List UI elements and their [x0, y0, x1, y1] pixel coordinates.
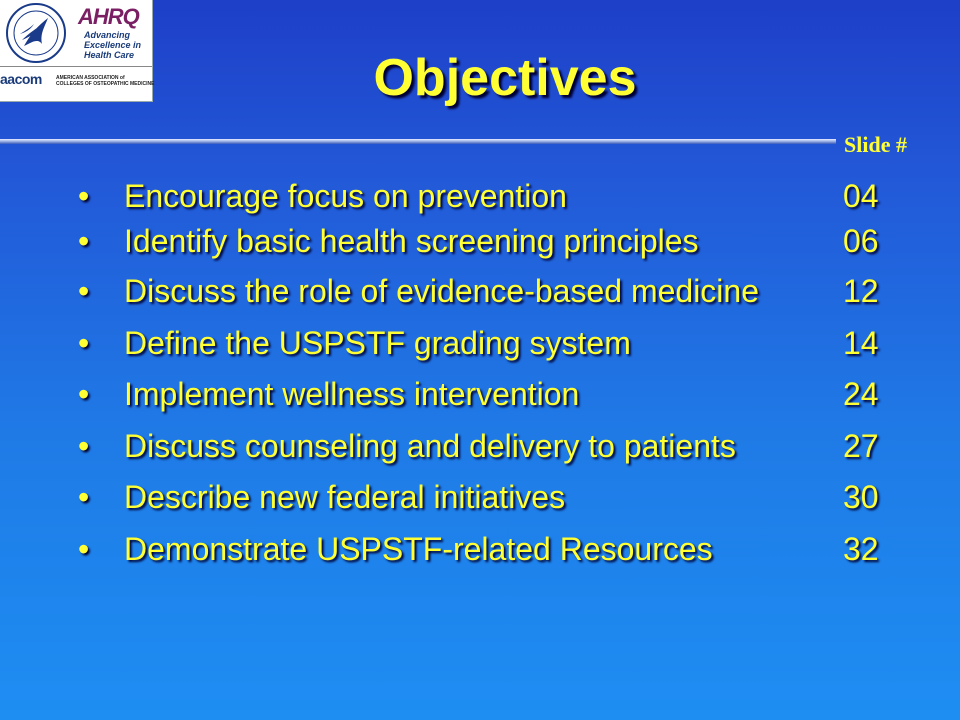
objective-text: Discuss counseling and delivery to patients — [124, 428, 736, 464]
objective-text: Implement wellness intervention — [124, 376, 580, 412]
ahrq-tagline-line: Health Care — [84, 50, 135, 60]
objective-item — [0, 479, 960, 523]
objective-text: Demonstrate USPSTF-related Resources — [124, 531, 713, 567]
bullet-icon: • — [78, 376, 90, 412]
ahrq-tagline-line: Excellence in — [84, 40, 142, 50]
objective-item — [0, 223, 960, 267]
objective-slide-number: 27 — [843, 428, 879, 464]
aacom-logo-text: aacom — [0, 71, 42, 87]
objective-item — [0, 273, 960, 317]
objective-item — [0, 428, 960, 472]
bullet-icon: • — [78, 325, 90, 361]
objective-text: Discuss the role of evidence-based medicine — [124, 273, 759, 309]
ahrq-logo-text: AHRQ — [78, 4, 139, 29]
objective-text: Encourage focus on prevention — [124, 178, 567, 214]
bullet-icon: • — [78, 479, 90, 515]
objective-slide-number: 30 — [843, 479, 879, 515]
title-divider — [0, 139, 836, 144]
objective-item — [0, 178, 960, 222]
bullet-icon: • — [78, 428, 90, 464]
objective-slide-number: 14 — [843, 325, 879, 361]
aacom-name-line: AMERICAN ASSOCIATION of — [56, 75, 125, 81]
objective-slide-number: 32 — [843, 531, 879, 567]
bullet-icon: • — [78, 273, 90, 309]
objective-slide-number: 24 — [843, 376, 879, 412]
objective-text: Define the USPSTF grading system — [124, 325, 631, 361]
slide-number-header: Slide # — [844, 132, 907, 157]
ahrq-tagline-line: Advancing — [84, 30, 131, 40]
objective-slide-number: 06 — [843, 223, 879, 259]
objective-item — [0, 531, 960, 575]
bullet-icon: • — [78, 223, 90, 259]
objective-slide-number: 04 — [843, 178, 879, 214]
objective-item — [0, 376, 960, 420]
bullet-icon: • — [78, 178, 90, 214]
bullet-icon: • — [78, 531, 90, 567]
aacom-name-line: COLLEGES OF OSTEOPATHIC MEDICINE — [56, 81, 155, 87]
objective-text: Describe new federal initiatives — [124, 479, 566, 515]
objective-slide-number: 12 — [843, 273, 879, 309]
objective-text: Identify basic health screening principles — [124, 223, 699, 259]
objective-item — [0, 325, 960, 369]
slide-title: Objectives — [373, 49, 637, 107]
